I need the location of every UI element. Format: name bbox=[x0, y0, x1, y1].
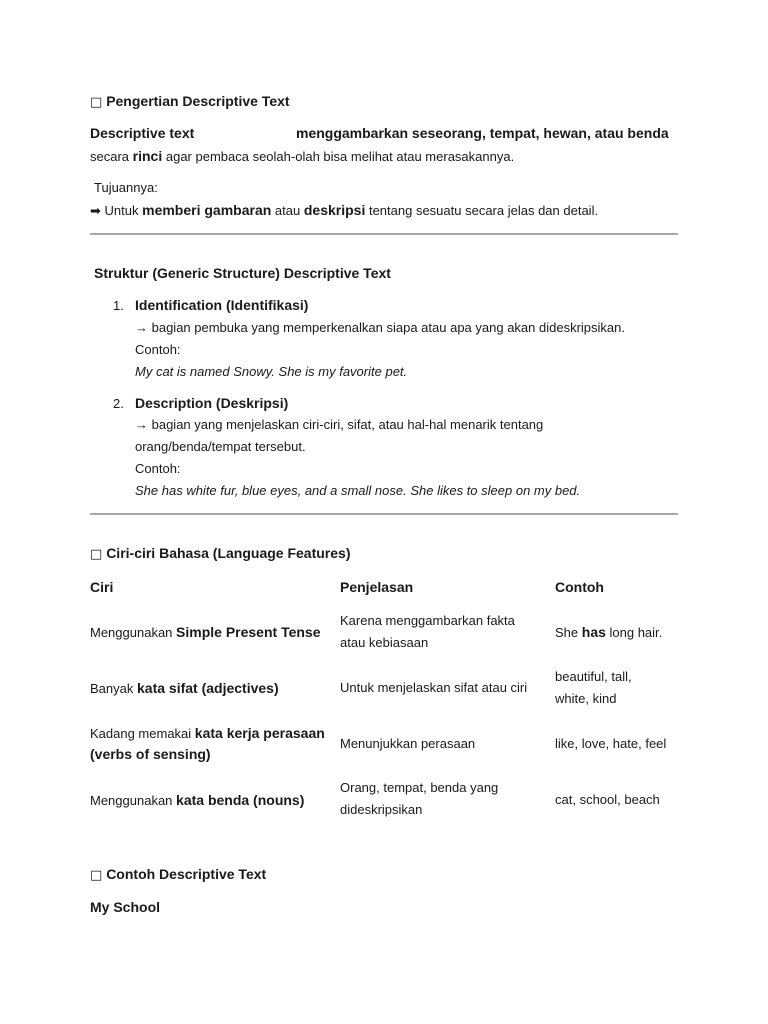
list-number: 1. bbox=[113, 298, 124, 313]
example-sentence: My cat is named Snowy. She is my favorite pet. bbox=[135, 364, 408, 379]
list-item-description: → bagian pembuka yang memperkenalkan siapa atau apa yang akan dideskripsikan. bbox=[135, 320, 625, 335]
section-heading-contoh: □ Contoh Descriptive Text bbox=[90, 866, 267, 883]
definition-bold-phrase: menggambarkan seseorang, tempat, hewan, atau benda bbox=[296, 125, 669, 141]
example-label: Contoh: bbox=[135, 342, 181, 357]
table-cell-contoh: She has long hair. bbox=[555, 624, 663, 640]
table-cell-contoh: beautiful, tall, bbox=[555, 669, 632, 684]
list-item-description: → bagian yang menjelaskan ciri-ciri, sifat, atau hal-hal menarik tentang bbox=[135, 417, 544, 432]
table-cell-ciri: Menggunakan Simple Present Tense bbox=[90, 624, 321, 640]
example-label: Contoh: bbox=[135, 461, 181, 476]
section-heading-pengertian: □ Pengertian Descriptive Text bbox=[90, 93, 290, 110]
divider bbox=[90, 513, 678, 515]
table-cell-penjelasan: dideskripsikan bbox=[340, 802, 423, 817]
example-sentence: She has white fur, blue eyes, and a small nose. She likes to sleep on my bed. bbox=[135, 483, 581, 498]
list-item-title: Description (Deskripsi) bbox=[135, 395, 289, 411]
section-heading-struktur: Struktur (Generic Structure) Descriptive Text bbox=[94, 265, 391, 281]
table-cell-penjelasan: Untuk menjelaskan sifat atau ciri bbox=[340, 680, 528, 695]
table-cell-ciri: Kadang memakai kata kerja perasaan bbox=[90, 725, 325, 741]
table-header: Ciri bbox=[90, 579, 114, 595]
table-header: Contoh bbox=[555, 579, 604, 595]
table-cell-ciri: Menggunakan kata benda (nouns) bbox=[90, 792, 305, 808]
table-cell-ciri: (verbs of sensing) bbox=[90, 746, 211, 762]
arrow-right-icon: ➡ bbox=[90, 204, 101, 219]
list-item-title: Identification (Identifikasi) bbox=[135, 297, 309, 313]
purpose-label: Tujuannya: bbox=[94, 180, 158, 195]
missing-glyph-icon: □ bbox=[90, 868, 103, 883]
definition-term: Descriptive text bbox=[90, 125, 195, 141]
table-cell-penjelasan: Menunjukkan perasaan bbox=[340, 736, 476, 751]
table-header: Penjelasan bbox=[340, 579, 414, 595]
table-cell-contoh: cat, school, beach bbox=[555, 792, 660, 807]
list-item-description: orang/benda/tempat tersebut. bbox=[135, 439, 306, 454]
list-number: 2. bbox=[113, 396, 124, 411]
table-cell-ciri: Banyak kata sifat (adjectives) bbox=[90, 680, 279, 696]
table-cell-penjelasan: Karena menggambarkan fakta bbox=[340, 613, 515, 628]
table-cell-contoh: like, love, hate, feel bbox=[555, 736, 667, 751]
divider bbox=[90, 233, 678, 235]
example-title: My School bbox=[90, 899, 161, 915]
table-cell-penjelasan: atau kebiasaan bbox=[340, 635, 429, 650]
missing-glyph-icon: □ bbox=[90, 95, 103, 110]
section-heading-ciri-ciri: □ Ciri-ciri Bahasa (Language Features) bbox=[90, 545, 351, 562]
missing-glyph-icon: □ bbox=[90, 547, 103, 562]
definition-line-2: secara rinci agar pembaca seolah-olah bisa melihat atau merasakannya. bbox=[90, 148, 515, 164]
table-cell-contoh: white, kind bbox=[555, 691, 617, 706]
purpose-line: ➡ Untuk memberi gambaran atau deskripsi tentang sesuatu secara jelas dan detail. bbox=[90, 202, 599, 219]
table-cell-penjelasan: Orang, tempat, benda yang bbox=[340, 780, 499, 795]
